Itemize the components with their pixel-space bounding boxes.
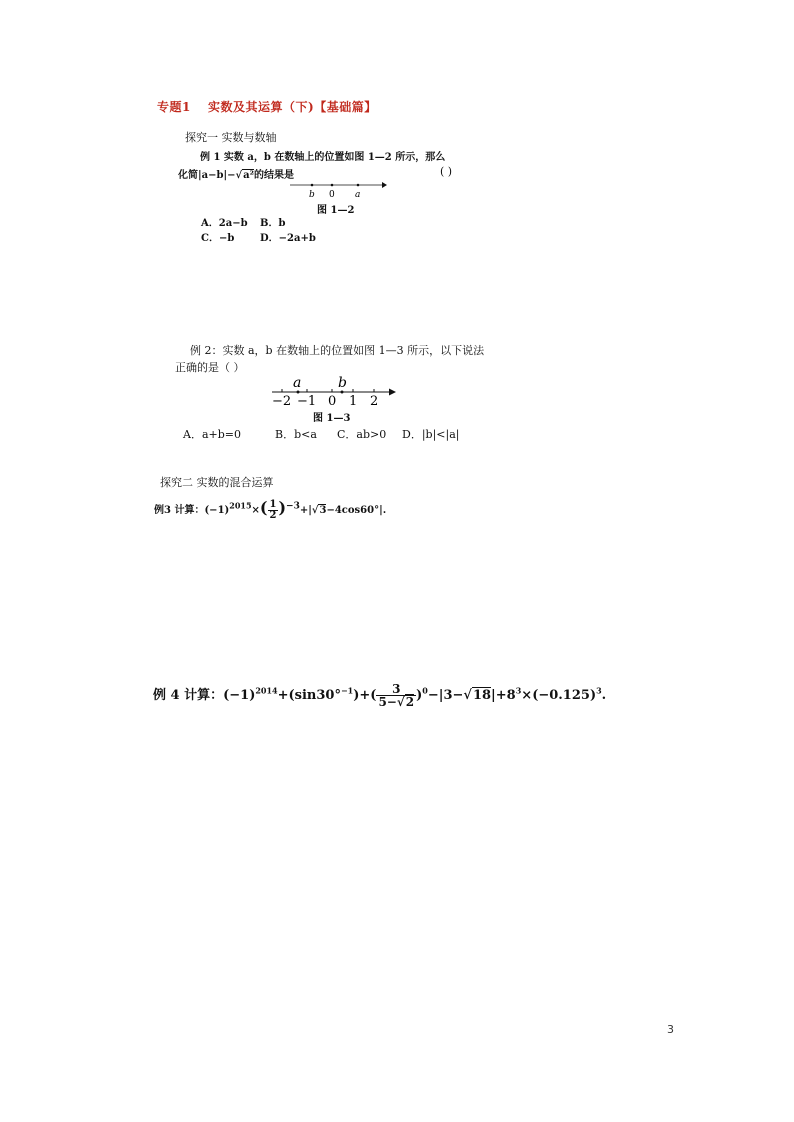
number-line-figure-1-2 bbox=[288, 178, 388, 200]
point-label-a: a bbox=[293, 375, 302, 391]
option-b-2: B．b<a bbox=[275, 428, 317, 441]
tick-label: −2 bbox=[272, 394, 292, 408]
tick-label: 2 bbox=[370, 394, 379, 408]
option-d-1: D．−2a+b bbox=[260, 233, 316, 244]
option-d-2: D．|b|<|a| bbox=[402, 428, 460, 441]
example-1-line1: 例 1 实数 a，b 在数轴上的位置如图 1—2 所示，那么 bbox=[200, 152, 446, 163]
option-c-1: C．−b bbox=[201, 233, 235, 244]
example-3-expression: 例3 计算：$(-1)^{2015}\times$( $\frac{1}{2}$ )$^{-3}$+|√3−4cos60°|. bbox=[154, 498, 387, 521]
section-heading-1: 探究一 实数与数轴 bbox=[185, 131, 277, 144]
option-b-1: B．b bbox=[260, 218, 286, 229]
point-zero bbox=[331, 184, 334, 187]
axis-label-a: a bbox=[355, 190, 361, 200]
example-2-line1: 例 2：实数 a，b 在数轴上的位置如图 1—3 所示，以下说法 bbox=[190, 344, 485, 357]
axis-label-b: b bbox=[309, 190, 315, 200]
section-heading-2: 探究二 实数的混合运算 bbox=[160, 476, 274, 489]
example-1-line2: 化简|a−b|−√a²的结果是 bbox=[178, 170, 294, 181]
tick-label: 1 bbox=[349, 394, 358, 408]
point-b bbox=[311, 184, 314, 187]
figure-caption-1-2: 图 1—2 bbox=[317, 205, 355, 216]
option-c-2: C．ab>0 bbox=[337, 428, 387, 441]
figure-caption-1-3: 图 1—3 bbox=[313, 413, 351, 424]
axis-arrow bbox=[389, 389, 396, 396]
tick-label: 0 bbox=[328, 394, 337, 408]
number-line-figure-1-3 bbox=[268, 372, 398, 408]
axis-arrow bbox=[382, 182, 387, 188]
point-label-b: b bbox=[338, 375, 347, 391]
page-number: 3 bbox=[667, 1023, 674, 1036]
option-a-2: A．a+b=0 bbox=[183, 428, 241, 441]
example-4-expression: 例 4 计算：$(-1)^{2014}+(\sin 30^\circ^{-1})+$( $\frac{3}{5-√2}$ )$^0-|3-√18|+8^3\times(-0.125)^3$. bbox=[153, 682, 607, 709]
option-a-1: A．2a−b bbox=[201, 218, 248, 229]
sqrt-symbol: √ bbox=[235, 170, 243, 181]
tick-label: −1 bbox=[297, 394, 317, 408]
page-title: 专题1 实数及其运算（下)【基础篇】 bbox=[157, 100, 377, 114]
sqrt-symbol: √ bbox=[463, 688, 472, 703]
point-a bbox=[357, 184, 360, 187]
answer-blank-1: ( ) bbox=[440, 165, 453, 178]
sqrt-symbol: √ bbox=[311, 505, 319, 516]
example-2-line2: 正确的是（ ） bbox=[175, 361, 245, 374]
axis-label-0: 0 bbox=[329, 190, 335, 200]
